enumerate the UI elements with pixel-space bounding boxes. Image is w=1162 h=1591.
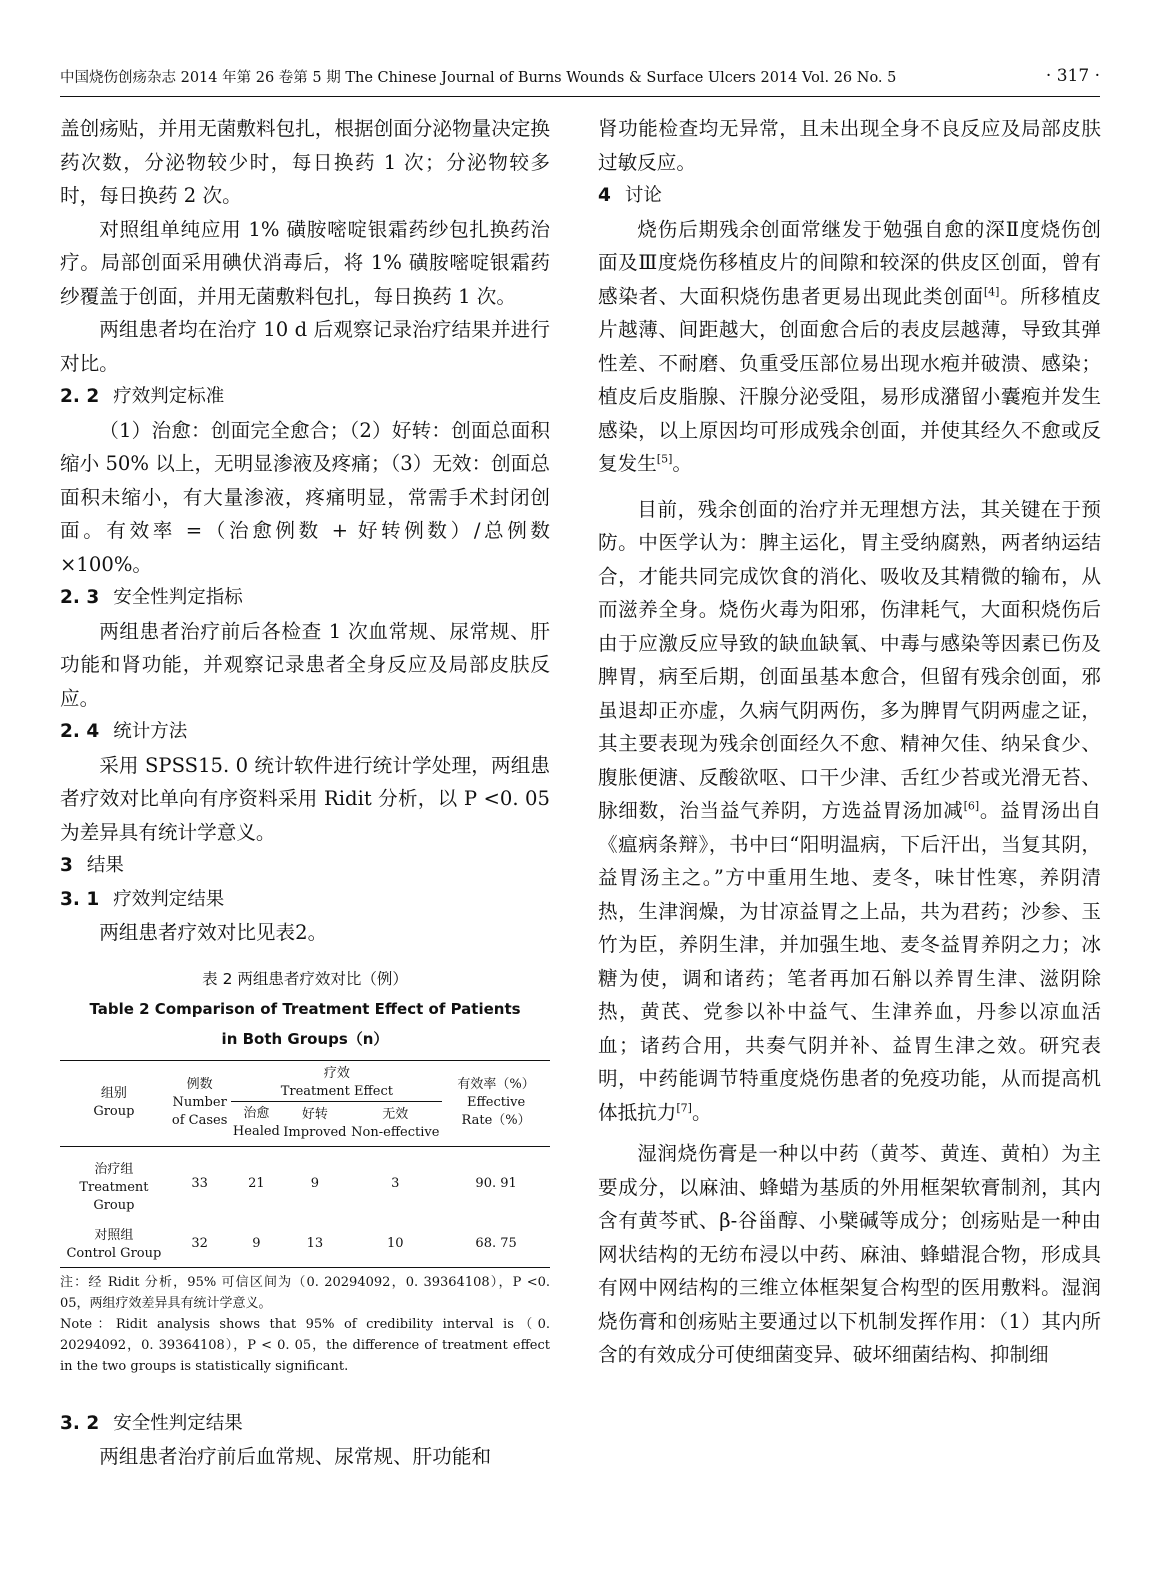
paragraph: 两组患者治疗前后各检查 1 次血常规、尿常规、肝功能和肾功能，并观察记录患者全身反应及局部皮肤反应。 [60, 619, 550, 710]
section-title: 结果 [86, 855, 124, 876]
paragraph: 盖创疡贴，并用无菌敷料包扎，根据创面分泌物量决定换药次数，分泌物较少时，每日换药 1 次；分泌物较多时，每日换药 2 次。 [60, 117, 550, 207]
table-note-en: Note：Ridit analysis shows that 95% of credibility interval is（0. 20294092，0. 39364108），P < 0. 05，the difference of treatment effect in the two groups is statistically significant. [60, 1316, 550, 1374]
section-number: 2. 2 [60, 386, 100, 407]
paragraph: 肾功能检查均无异常，且未出现全身不良反应及局部皮肤过敏反应。 [598, 117, 1101, 174]
citation: [6] [963, 799, 980, 813]
paragraph: （1）治愈：创面完全愈合；（2）好转：创面总面积缩小 50% 以上，无明显渗液及疼痛；（3）无效：创面总面积未缩小，有大量渗液，疼痛明显，常需手术封闭创面。有效率 =（治愈例数 + 好转例数）/总例数 ×100%。 [60, 418, 550, 576]
section-title: 疗效判定结果 [113, 888, 225, 910]
paragraph: 采用 SPSS15. 0 统计软件进行统计学处理，两组患者疗效对比单向有序资料采用 Ridit 分析，以 P <0. 05 为差异具有统计学意义。 [60, 753, 550, 844]
journal-title: 中国烧伤创疡杂志 2014 年第 26 卷第 5 期 The Chinese Journal of Burns Wounds & Surface Ulcers 2014 Vol. 26 No. 5 [60, 70, 897, 86]
running-header [60, 66, 1100, 92]
paragraph: 湿润烧伤膏是一种以中药（黄芩、黄连、黄柏）为主要成分，以麻油、蜂蜡为基质的外用框架软膏制剂，其内含有黄芩甙、β-谷甾醇、小檗碱等成分；创疡贴是一种由网状结构的无纺布浸以中药、麻油、蜂蜡混合物，形成具有网中网结构的三维立体框架复合构型的医用敷料。湿润烧伤膏和创疡贴主要通过以下机制发挥作用：（1）其内所含的有效成分可使细菌变异、破坏细菌结构、抑制细 [598, 1142, 1101, 1366]
paragraph: 两组患者治疗前后血常规、尿常规、肝功能和 [99, 1445, 492, 1468]
section-title: 安全性判定结果 [113, 1412, 243, 1434]
citation: [4] [983, 284, 1000, 298]
table-caption-en: in Both Groups（n） [221, 1029, 389, 1048]
section-heading [60, 1407, 550, 1441]
healed-header: 治愈 Healed [232, 1105, 280, 1139]
section-heading [60, 715, 550, 749]
section-title: 讨论 [624, 185, 662, 206]
effect-header: 疗效 Treatment Effect [231, 1060, 442, 1101]
header-rule [60, 96, 1100, 97]
table-row: 对照组 Control Group 32 9 13 10 68. 75 [60, 1221, 550, 1268]
left-column [60, 112, 550, 1474]
paragraph: 烧伤后期残余创面常继发于勉强自愈的深Ⅱ度烧伤创面及Ⅲ度烧伤移植皮片的间隙和较深的供皮区创面，曾有感染者、大面积烧伤患者更易出现此类创面[4]。所移植皮片越薄、间距越大，创面愈合后的表皮层越薄，导致其弹性差、不耐磨、负重受压部位易出现水疱并破溃、感染；植皮后皮脂腺、汗腺分泌受阻，易形成潴留小囊疱并发生感染，以上原因均可形成残余创面，并使其经久不愈或反复发生[5]。 [598, 217, 1102, 475]
right-column [598, 112, 1101, 1372]
section-heading [60, 380, 550, 414]
table-note-cn: 注：经 Ridit 分析，95% 可信区间为（0. 20294092，0. 39364108），P <0. 05，两组疗效差异具有统计学意义。 [60, 1274, 550, 1311]
section-title: 疗效判定标准 [113, 386, 225, 407]
cases-header: 例数 Number of Cases [168, 1060, 232, 1146]
group-header: 组别 Group [60, 1060, 168, 1146]
section-number: 3 [60, 855, 73, 876]
section-heading [598, 179, 1101, 213]
section-heading [60, 849, 550, 883]
page-number: · 317 · [1045, 66, 1100, 86]
citation: [7] [676, 1100, 692, 1114]
non-effective-header: 无效 Non-effective [351, 1106, 440, 1140]
section-title: 统计方法 [113, 721, 188, 742]
section-title: 安全性判定指标 [113, 587, 243, 608]
rate-header: 有效率（%） Effective Rate（%） [442, 1060, 550, 1146]
table-caption-en: Table 2 Comparison of Treatment Effect of Patients [89, 999, 521, 1018]
section-number: 4 [598, 185, 611, 206]
improved-header: 好转 Improved [283, 1106, 347, 1140]
paragraph: 对照组单纯应用 1% 磺胺嘧啶银霜药纱包扎换药治疗。局部创面采用碘伏消毒后，将 1% 磺胺嘧啶银霜药纱覆盖于创面，并用无菌敷料包扎，每日换药 1 次。 [60, 217, 550, 308]
paragraph: 两组患者均在治疗 10 d 后观察记录治疗结果并进行对比。 [60, 318, 550, 375]
table-row: 治疗组 Treatment Group 33 21 9 3 90. 91 [60, 1146, 550, 1221]
section-number: 2. 3 [60, 587, 100, 608]
section-number: 3. 1 [60, 888, 100, 910]
section-heading [60, 581, 550, 615]
table-caption-cn: 表 2 两组患者疗效对比（例） [202, 969, 408, 988]
section-heading [60, 883, 550, 917]
citation: [5] [656, 452, 673, 466]
section-number: 3. 2 [60, 1412, 100, 1434]
paragraph: 目前，残余创面的治疗并无理想方法，其关键在于预防。中医学认为：脾主运化，胃主受纳腐熟，两者纳运结合，才能共同完成饮食的消化、吸收及其精微的输布，从而滋养全身。烧伤火毒为阳邪，伤津耗气，大面积烧伤后由于应激反应导致的缺血缺氧、中毒与感染等因素已伤及脾胃，病至后期，创面虽基本愈合，但留有残余创面，邪虽退却正亦虚，久病气阴两伤，多为脾胃气阴两虚之证，其主要表现为残余创面经久不愈、精神欠佳、纳呆食少、腹胀便溏、反酸欲呕、口干少津、舌红少苔或光滑无苔、脉细数，治当益气养阴，方选益胃汤加减[6]。益胃汤出自《瘟病条辩》，书中曰“阳明温病，下后汗出，当复其阴，益胃汤主之。”方中重用生地、麦冬，味甘性寒，养阴清热，生津润燥，为甘凉益胃之上品，共为君药；沙参、玉竹为臣，养阴生津，并加强生地、麦冬益胃养阴之力；冰糖为使，调和诸药；笔者再加石斛以养胃生津、滋阴除热，黄芪、党参以补中益气、生津养血，丹参以凉血活血；诸药合用，共奏气阴并补、益胃生津之效。研究表明，中药能调节特重度烧伤患者的免疫功能，从而提高机体抵抗力[7]。 [598, 497, 1102, 1124]
paragraph: 两组患者疗效对比见表2。 [99, 921, 328, 944]
results-table [60, 1060, 550, 1268]
section-number: 2. 4 [60, 721, 100, 742]
